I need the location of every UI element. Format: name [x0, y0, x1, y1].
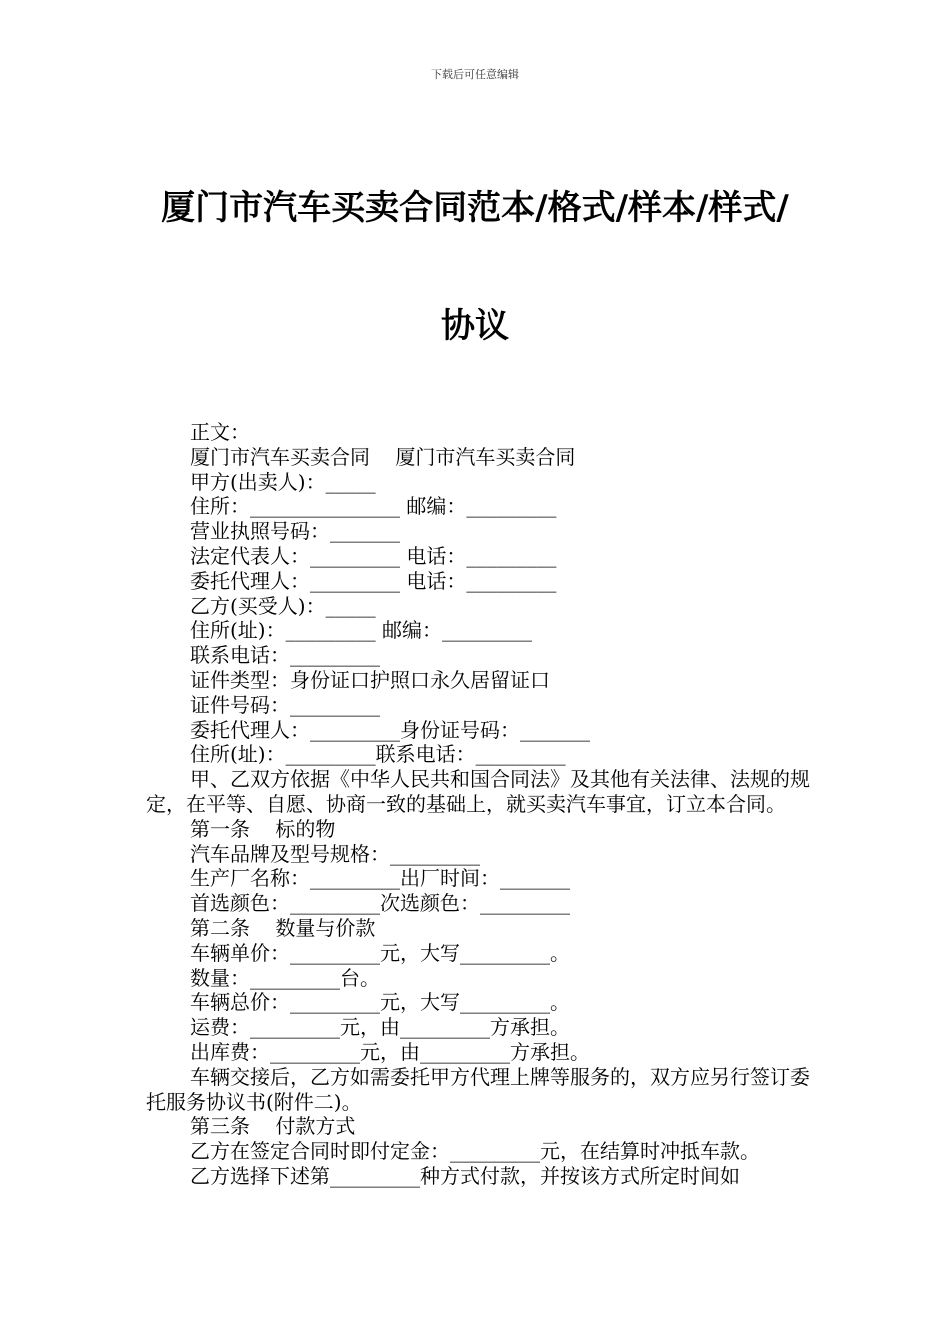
contract-line: 首选颜色：_________次选颜色：_________	[190, 891, 570, 916]
contract-line: 证件号码：_________	[190, 692, 380, 717]
contract-line: 法定代表人：_________ 电话：_________	[190, 543, 557, 568]
contract-line: 住所(址)：_________ 邮编：_________	[190, 618, 532, 643]
contract-line: 运费：_________元，由_________方承担。	[190, 1015, 570, 1040]
contract-line: 厦门市汽车买卖合同 厦门市汽车买卖合同	[190, 444, 576, 469]
contract-line: 第三条 付款方式	[190, 1114, 356, 1139]
contract-line: 联系电话：_________	[190, 643, 380, 668]
contract-paragraph: 甲、乙双方依据《中华人民共和国合同法》及其他有关法律、法规的规定，在平等、自愿、协商一致的基础上，就买卖汽车事宜，订立本合同。	[146, 767, 810, 816]
contract-line: 委托代理人：_________身份证号码：_______	[190, 717, 590, 742]
contract-line: 车辆总价：_________元，大写_________。	[190, 990, 570, 1015]
contract-line: 车辆单价：_________元，大写_________。	[190, 940, 570, 965]
contract-line: 生产厂名称：_________出厂时间：_______	[190, 866, 570, 891]
contract-line: 乙方选择下述第_________种方式付款，并按该方式所定时间如	[190, 1163, 740, 1188]
contract-line: 乙方在签定合同时即付定金：_________元，在结算时冲抵车款。	[190, 1139, 760, 1164]
contract-paragraph: 车辆交接后，乙方如需委托甲方代理上牌等服务的，双方应另行签订委托服务协议书(附件二)。	[146, 1064, 810, 1114]
contract-line: 住所：_______________ 邮编：_________	[190, 494, 557, 519]
contract-line: 第一条 标的物	[190, 816, 336, 841]
contract-line: 正文：	[190, 420, 250, 444]
document-title-line1: 厦门市汽车买卖合同范本/格式/样本/样式/	[161, 188, 789, 228]
header-note: 下载后可任意编辑	[431, 68, 519, 81]
contract-line: 证件类型：身份证口护照口永久居留证口	[190, 667, 550, 692]
contract-line: 第二条 数量与价款	[190, 915, 376, 940]
contract-line: 乙方(买受人)：_____	[190, 593, 376, 618]
contract-body	[146, 420, 826, 1189]
contract-line: 甲方(出卖人)：_____	[190, 469, 376, 494]
contract-line: 出库费：_________元，由_________方承担。	[190, 1039, 590, 1064]
contract-line: 委托代理人：_________ 电话：_________	[190, 568, 557, 593]
contract-line: 数量：_________台。	[190, 965, 380, 990]
contract-line: 住所(址)：_________联系电话：_________	[190, 742, 566, 767]
contract-line: 汽车品牌及型号规格：_________	[190, 841, 480, 866]
contract-line: 营业执照号码：_______	[190, 519, 400, 544]
document-title-line2: 协议	[441, 306, 509, 346]
